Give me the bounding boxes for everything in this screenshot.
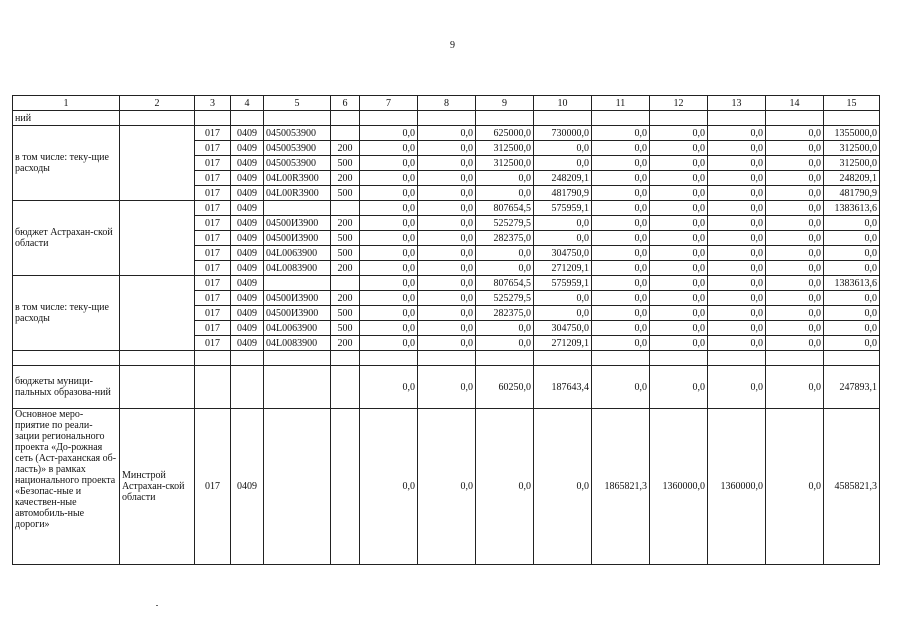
- empty-cell: [418, 351, 476, 366]
- total-cell: 0,0: [824, 306, 880, 321]
- column-header: 10: [534, 96, 592, 111]
- value-cell: 0,0: [418, 291, 476, 306]
- empty-cell: [264, 366, 331, 409]
- target-article-cell: [264, 276, 331, 291]
- value-cell: 0,0: [418, 231, 476, 246]
- value-cell: 0,0: [708, 321, 766, 336]
- expense-type-cell: 500: [331, 231, 360, 246]
- expense-type-cell: [331, 276, 360, 291]
- value-cell: 0,0: [650, 276, 708, 291]
- empty-cell: [195, 366, 231, 409]
- value-cell: 0,0: [766, 216, 824, 231]
- column-header: 12: [650, 96, 708, 111]
- value-cell: 0,0: [592, 366, 650, 409]
- empty-cell: [331, 111, 360, 126]
- value-cell: 0,0: [708, 366, 766, 409]
- value-cell: 0,0: [650, 156, 708, 171]
- grbs-cell: 017: [195, 246, 231, 261]
- column-header: 13: [708, 96, 766, 111]
- value-cell: 0,0: [418, 186, 476, 201]
- value-cell: 575959,1: [534, 201, 592, 216]
- value-cell: 271209,1: [534, 261, 592, 276]
- value-cell: 0,0: [708, 336, 766, 351]
- value-cell: 0,0: [708, 231, 766, 246]
- value-cell: 0,0: [708, 261, 766, 276]
- value-cell: 0,0: [766, 261, 824, 276]
- value-cell: 0,0: [592, 171, 650, 186]
- column-header: 4: [231, 96, 264, 111]
- value-cell: 0,0: [766, 306, 824, 321]
- value-cell: 0,0: [418, 276, 476, 291]
- target-article-cell: 04L00R3900: [264, 171, 331, 186]
- expense-type-cell: 200: [331, 336, 360, 351]
- grbs-cell: 017: [195, 216, 231, 231]
- grbs-cell: 017: [195, 306, 231, 321]
- empty-cell: [331, 366, 360, 409]
- value-cell: 0,0: [650, 321, 708, 336]
- value-cell: 0,0: [708, 201, 766, 216]
- value-cell: 0,0: [418, 409, 476, 565]
- value-cell: 0,0: [766, 291, 824, 306]
- value-cell: 0,0: [708, 186, 766, 201]
- section-cell: 0409: [231, 246, 264, 261]
- value-cell: 0,0: [708, 291, 766, 306]
- section-cell: 0409: [231, 306, 264, 321]
- empty-cell: [331, 351, 360, 366]
- total-cell: 481790,9: [824, 186, 880, 201]
- empty-cell: [766, 111, 824, 126]
- value-cell: 807654,5: [476, 276, 534, 291]
- value-cell: 0,0: [418, 246, 476, 261]
- section-label: ний: [13, 111, 120, 126]
- table-row: [13, 126, 880, 141]
- value-cell: 0,0: [766, 366, 824, 409]
- empty-cell: [195, 351, 231, 366]
- value-cell: 1865821,3: [592, 409, 650, 565]
- target-article-cell: 0450053900: [264, 156, 331, 171]
- value-cell: 0,0: [360, 141, 418, 156]
- value-cell: 0,0: [534, 291, 592, 306]
- total-cell: 0,0: [824, 336, 880, 351]
- value-cell: 0,0: [360, 126, 418, 141]
- empty-cell: [766, 351, 824, 366]
- value-cell: 0,0: [418, 216, 476, 231]
- target-article-cell: 04L0083900: [264, 336, 331, 351]
- section-cell: 0409: [231, 409, 264, 565]
- value-cell: 481790,9: [534, 186, 592, 201]
- value-cell: 0,0: [418, 201, 476, 216]
- total-cell: 247893,1: [824, 366, 880, 409]
- value-cell: 0,0: [650, 366, 708, 409]
- empty-cell: [13, 351, 120, 366]
- value-cell: 282375,0: [476, 231, 534, 246]
- value-cell: 0,0: [650, 171, 708, 186]
- value-cell: 0,0: [592, 246, 650, 261]
- value-cell: 0,0: [534, 231, 592, 246]
- value-cell: 0,0: [766, 126, 824, 141]
- value-cell: 0,0: [360, 409, 418, 565]
- empty-cell: [360, 351, 418, 366]
- value-cell: 0,0: [766, 186, 824, 201]
- grbs-cell: 017: [195, 336, 231, 351]
- expense-type-cell: [331, 126, 360, 141]
- value-cell: 0,0: [360, 201, 418, 216]
- grbs-cell: 017: [195, 186, 231, 201]
- value-cell: 0,0: [766, 141, 824, 156]
- grbs-cell: 017: [195, 291, 231, 306]
- empty-cell: [264, 351, 331, 366]
- empty-cell: [120, 351, 195, 366]
- empty-cell: [708, 351, 766, 366]
- column-header: 6: [331, 96, 360, 111]
- grbs-cell: 017: [195, 126, 231, 141]
- funding-source-label: бюджеты муници-пальных образова-ний: [13, 366, 120, 409]
- empty-cell: [418, 111, 476, 126]
- value-cell: 0,0: [766, 156, 824, 171]
- target-article-cell: [264, 201, 331, 216]
- empty-cell: [824, 351, 880, 366]
- grbs-cell: 017: [195, 231, 231, 246]
- section-cell: 0409: [231, 171, 264, 186]
- value-cell: 312500,0: [476, 156, 534, 171]
- empty-cell: [824, 111, 880, 126]
- total-cell: 1355000,0: [824, 126, 880, 141]
- value-cell: 0,0: [534, 216, 592, 231]
- funding-source-label: бюджет Астрахан-ской области: [13, 201, 120, 276]
- column-header: 5: [264, 96, 331, 111]
- total-cell: 0,0: [824, 246, 880, 261]
- empty-cell: [650, 111, 708, 126]
- total-cell: 4585821,3: [824, 409, 880, 565]
- empty-cell: [231, 366, 264, 409]
- value-cell: 0,0: [592, 201, 650, 216]
- target-article-cell: 04L0063900: [264, 246, 331, 261]
- header-row: [13, 96, 880, 111]
- value-cell: 0,0: [766, 231, 824, 246]
- value-cell: 0,0: [418, 336, 476, 351]
- empty-cell: [360, 111, 418, 126]
- value-cell: 0,0: [650, 261, 708, 276]
- column-header: 9: [476, 96, 534, 111]
- expense-type-cell: 500: [331, 246, 360, 261]
- value-cell: 0,0: [360, 366, 418, 409]
- value-cell: 0,0: [592, 321, 650, 336]
- empty-cell: [120, 366, 195, 409]
- value-cell: 0,0: [360, 306, 418, 321]
- value-cell: 0,0: [418, 306, 476, 321]
- section-cell: 0409: [231, 201, 264, 216]
- value-cell: 0,0: [418, 156, 476, 171]
- value-cell: 807654,5: [476, 201, 534, 216]
- value-cell: 0,0: [418, 126, 476, 141]
- column-header: 2: [120, 96, 195, 111]
- empty-cell: [231, 111, 264, 126]
- value-cell: 0,0: [650, 231, 708, 246]
- empty-cell: [476, 351, 534, 366]
- value-cell: 60250,0: [476, 366, 534, 409]
- value-cell: 0,0: [708, 141, 766, 156]
- value-cell: 0,0: [418, 321, 476, 336]
- total-cell: 312500,0: [824, 156, 880, 171]
- total-cell: 1383613,6: [824, 201, 880, 216]
- expense-type-cell: 200: [331, 216, 360, 231]
- section-cell: 0409: [231, 156, 264, 171]
- target-article-cell: 04500И3900: [264, 216, 331, 231]
- page-number: 9: [450, 40, 455, 51]
- value-cell: 0,0: [592, 306, 650, 321]
- expense-type-cell: 200: [331, 171, 360, 186]
- value-cell: 0,0: [708, 126, 766, 141]
- value-cell: 0,0: [360, 321, 418, 336]
- value-cell: 0,0: [476, 186, 534, 201]
- value-cell: 525279,5: [476, 291, 534, 306]
- empty-cell: [592, 111, 650, 126]
- grbs-cell: 017: [195, 201, 231, 216]
- expense-type-cell: [331, 201, 360, 216]
- grbs-cell: 017: [195, 171, 231, 186]
- value-cell: 0,0: [708, 156, 766, 171]
- value-cell: 0,0: [650, 141, 708, 156]
- value-cell: 0,0: [592, 126, 650, 141]
- executor-cell: Минстрой Астрахан-ской области: [120, 409, 195, 565]
- value-cell: 0,0: [766, 201, 824, 216]
- value-cell: 0,0: [534, 141, 592, 156]
- grbs-cell: 017: [195, 141, 231, 156]
- section-cell: 0409: [231, 261, 264, 276]
- value-cell: 0,0: [708, 306, 766, 321]
- value-cell: 0,0: [360, 276, 418, 291]
- value-cell: 0,0: [418, 366, 476, 409]
- total-cell: 0,0: [824, 216, 880, 231]
- value-cell: 0,0: [708, 171, 766, 186]
- scan-dot: [156, 605, 158, 606]
- section-label-row: [13, 111, 880, 126]
- spacer-row: [13, 351, 880, 366]
- section-cell: 0409: [231, 141, 264, 156]
- value-cell: 0,0: [650, 126, 708, 141]
- empty-cell: [650, 351, 708, 366]
- event-description: Основное меро-приятие по реали-зации регионального проекта «До-рожная сеть (Аст-раханская об-ласть)» в рамках национального проекта «Безопас-ные и качествен-ные автомобиль-ные дороги»: [13, 409, 120, 565]
- value-cell: 0,0: [592, 156, 650, 171]
- value-cell: 0,0: [650, 336, 708, 351]
- empty-cell: [708, 111, 766, 126]
- executor-cell: [120, 201, 195, 276]
- target-article-cell: 0450053900: [264, 126, 331, 141]
- empty-cell: [476, 111, 534, 126]
- value-cell: 0,0: [592, 336, 650, 351]
- value-cell: 0,0: [360, 231, 418, 246]
- value-cell: 0,0: [592, 231, 650, 246]
- value-cell: 0,0: [476, 321, 534, 336]
- value-cell: 0,0: [360, 186, 418, 201]
- expense-type-cell: 500: [331, 156, 360, 171]
- expense-type-cell: 200: [331, 291, 360, 306]
- value-cell: 0,0: [592, 186, 650, 201]
- main-event-row: [13, 409, 880, 565]
- value-cell: 0,0: [476, 246, 534, 261]
- column-header: 11: [592, 96, 650, 111]
- value-cell: 0,0: [766, 171, 824, 186]
- column-header: 8: [418, 96, 476, 111]
- value-cell: 0,0: [360, 216, 418, 231]
- expense-type-cell: 500: [331, 321, 360, 336]
- value-cell: 0,0: [708, 246, 766, 261]
- value-cell: 0,0: [418, 261, 476, 276]
- expense-type-cell: 500: [331, 186, 360, 201]
- empty-cell: [195, 111, 231, 126]
- value-cell: 0,0: [360, 261, 418, 276]
- value-cell: 0,0: [418, 141, 476, 156]
- value-cell: 0,0: [534, 306, 592, 321]
- target-article-cell: 04L0063900: [264, 321, 331, 336]
- empty-cell: [592, 351, 650, 366]
- section-cell: 0409: [231, 321, 264, 336]
- value-cell: 0,0: [650, 246, 708, 261]
- value-cell: 0,0: [534, 409, 592, 565]
- expense-type-cell: [331, 409, 360, 565]
- municipal-budgets-row: [13, 366, 880, 409]
- table-row: [13, 276, 880, 291]
- value-cell: 0,0: [360, 156, 418, 171]
- value-cell: 0,0: [418, 171, 476, 186]
- table-row: [13, 201, 880, 216]
- value-cell: 1360000,0: [708, 409, 766, 565]
- column-header: 7: [360, 96, 418, 111]
- value-cell: 730000,0: [534, 126, 592, 141]
- value-cell: 0,0: [708, 276, 766, 291]
- funding-source-label: в том числе: теку-щие расходы: [13, 276, 120, 351]
- value-cell: 0,0: [766, 321, 824, 336]
- value-cell: 0,0: [650, 216, 708, 231]
- value-cell: 0,0: [360, 336, 418, 351]
- column-header: 3: [195, 96, 231, 111]
- target-article-cell: 0450053900: [264, 141, 331, 156]
- empty-cell: [534, 111, 592, 126]
- value-cell: 0,0: [360, 291, 418, 306]
- expense-type-cell: 200: [331, 141, 360, 156]
- total-cell: 312500,0: [824, 141, 880, 156]
- empty-cell: [231, 351, 264, 366]
- target-article-cell: 04500И3900: [264, 306, 331, 321]
- value-cell: 0,0: [766, 409, 824, 565]
- value-cell: 1360000,0: [650, 409, 708, 565]
- target-article-cell: 04L00R3900: [264, 186, 331, 201]
- value-cell: 0,0: [476, 409, 534, 565]
- value-cell: 0,0: [592, 141, 650, 156]
- empty-cell: [120, 111, 195, 126]
- total-cell: 248209,1: [824, 171, 880, 186]
- section-cell: 0409: [231, 186, 264, 201]
- section-cell: 0409: [231, 276, 264, 291]
- section-cell: 0409: [231, 336, 264, 351]
- value-cell: 0,0: [650, 306, 708, 321]
- section-cell: 0409: [231, 126, 264, 141]
- value-cell: 0,0: [766, 276, 824, 291]
- value-cell: 0,0: [766, 336, 824, 351]
- value-cell: 0,0: [650, 186, 708, 201]
- value-cell: 0,0: [360, 171, 418, 186]
- value-cell: 0,0: [592, 276, 650, 291]
- value-cell: 0,0: [476, 336, 534, 351]
- value-cell: 304750,0: [534, 321, 592, 336]
- section-cell: 0409: [231, 216, 264, 231]
- funding-source-label: в том числе: теку-щие расходы: [13, 126, 120, 201]
- total-cell: 0,0: [824, 231, 880, 246]
- budget-table: [12, 95, 880, 565]
- grbs-cell: 017: [195, 276, 231, 291]
- target-article-cell: [264, 409, 331, 565]
- value-cell: 0,0: [592, 291, 650, 306]
- total-cell: 0,0: [824, 291, 880, 306]
- value-cell: 304750,0: [534, 246, 592, 261]
- executor-cell: [120, 126, 195, 201]
- value-cell: 0,0: [476, 261, 534, 276]
- expense-type-cell: 200: [331, 261, 360, 276]
- value-cell: 525279,5: [476, 216, 534, 231]
- value-cell: 0,0: [650, 201, 708, 216]
- value-cell: 0,0: [360, 246, 418, 261]
- grbs-cell: 017: [195, 409, 231, 565]
- column-header: 1: [13, 96, 120, 111]
- value-cell: 0,0: [766, 246, 824, 261]
- value-cell: 0,0: [650, 291, 708, 306]
- column-header: 15: [824, 96, 880, 111]
- value-cell: 0,0: [592, 261, 650, 276]
- target-article-cell: 04L0083900: [264, 261, 331, 276]
- empty-cell: [264, 111, 331, 126]
- value-cell: 575959,1: [534, 276, 592, 291]
- value-cell: 0,0: [476, 171, 534, 186]
- value-cell: 0,0: [534, 156, 592, 171]
- executor-cell: [120, 276, 195, 351]
- value-cell: 248209,1: [534, 171, 592, 186]
- grbs-cell: 017: [195, 156, 231, 171]
- grbs-cell: 017: [195, 321, 231, 336]
- target-article-cell: 04500И3900: [264, 231, 331, 246]
- value-cell: 312500,0: [476, 141, 534, 156]
- target-article-cell: 04500И3900: [264, 291, 331, 306]
- section-cell: 0409: [231, 291, 264, 306]
- value-cell: 0,0: [708, 216, 766, 231]
- value-cell: 187643,4: [534, 366, 592, 409]
- total-cell: 0,0: [824, 261, 880, 276]
- value-cell: 625000,0: [476, 126, 534, 141]
- empty-cell: [534, 351, 592, 366]
- section-cell: 0409: [231, 231, 264, 246]
- expense-type-cell: 500: [331, 306, 360, 321]
- total-cell: 0,0: [824, 321, 880, 336]
- value-cell: 0,0: [592, 216, 650, 231]
- value-cell: 271209,1: [534, 336, 592, 351]
- total-cell: 1383613,6: [824, 276, 880, 291]
- column-header: 14: [766, 96, 824, 111]
- value-cell: 282375,0: [476, 306, 534, 321]
- grbs-cell: 017: [195, 261, 231, 276]
